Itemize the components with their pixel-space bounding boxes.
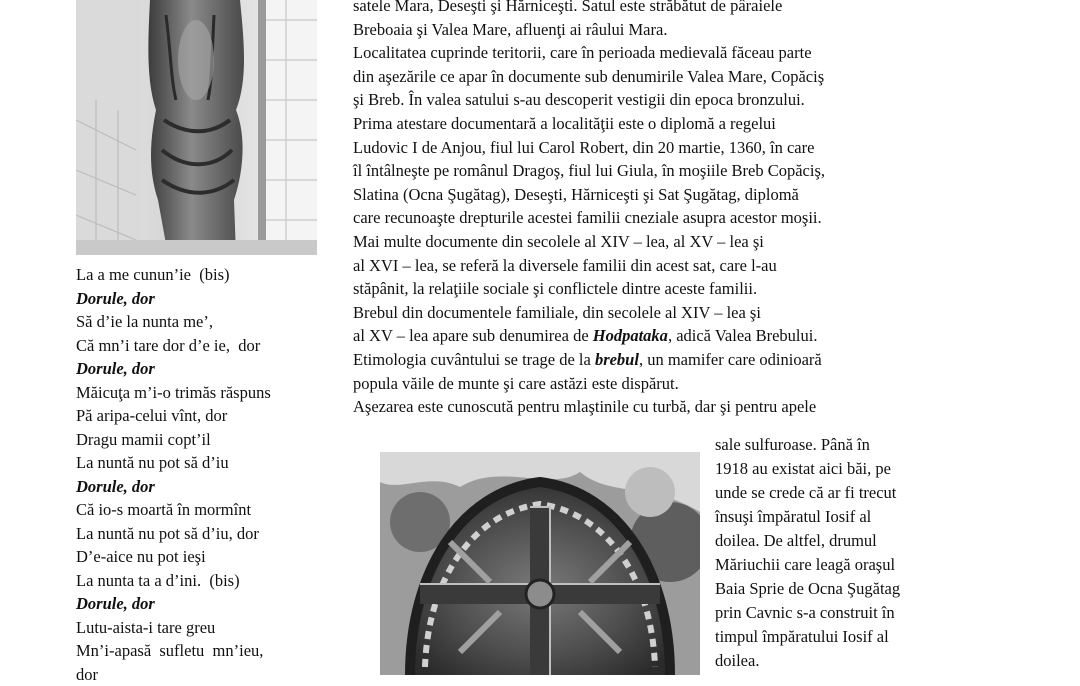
article-line: îl întâlneşte pe românul Dragoş, fiul lui Giula, în moşiile Breb Copăciş, [353,159,953,183]
lyric-refrain: Dorule, dor [76,357,346,381]
article-line: Aşezarea este cunoscută pentru mlaştinile cu turbă, dar şi pentru apele [353,395,953,419]
article-wrapped-text [715,433,955,673]
article-line: din aşezările ce apar în documente sub denumirile Valea Mare, Copăciş [353,65,953,89]
article-text: , adică Valea Brebului. [668,326,818,345]
article-line: Prima atestare documentară a localităţii este o diplomă a regelui [353,112,953,136]
lyric-line: Pă aripa-celui vînt, dor [76,404,346,428]
lyric-line: La a me cunun’ie (bis) [76,263,346,287]
article-line: Brebul din documentele familiale, din secolele al XIV – lea şi [353,301,953,325]
lyric-line: La nuntă nu pot să d’iu, dor [76,522,346,546]
article-line: popula văile de munte şi care astăzi este dispărut. [353,372,953,396]
article-line-brebul [353,348,953,372]
lyric-line: Dragu mamii copt’il [76,428,346,452]
article-line-hodpataka [353,324,953,348]
article-line: prin Cavnic s-a construit în [715,601,955,625]
article-line: care recunoaşte drepturile acestei familii cneziale asupra acestor moşii. [353,206,953,230]
lyric-line: Măicuţa m’i-o trimăs răspuns [76,381,346,405]
article-text: , un mamifer care odinioară [639,350,822,369]
lyric-line: Să d’ie la nunta me’, [76,310,346,334]
lyric-line: D’e-aice nu pot ieşi [76,545,346,569]
article-line: al XVI – lea, se referă la diversele familii din acest sat, care l-au [353,254,953,278]
lyric-line: La nunta ta a d’ini. (bis) [76,569,346,593]
lyric-refrain: Dorule, dor [76,287,346,311]
article-line: Breboaia şi Valea Mare, afluenţi ai râului Mara. [353,18,953,42]
article-line: doilea. [715,649,955,673]
article-line: Mai multe documente din secolele al XIV – lea, al XV – lea şi [353,230,953,254]
article-text: al XV – lea apare sub denumirea de [353,326,593,345]
article-line: Ludovic I de Anjou, fiul lui Carol Robert, din 20 martie, 1360, în care [353,136,953,160]
article-line: Slatina (Ocna Şugătag), Deseşti, Hărniceşti şi Sat Şugătag, diplomă [353,183,953,207]
article-line: unde se crede că ar fi trecut [715,481,955,505]
article-line: doilea. De altfel, drumul [715,529,955,553]
article-line: Localitatea cuprinde teritorii, care în perioada medievală făceau parte [353,41,953,65]
article-line: şi Breb. În valea satului s-au descoperit vestigii din epoca bronzului. [353,88,953,112]
lyric-refrain: Dorule, dor [76,475,346,499]
article-line: Măriuchii care leagă oraşul [715,553,955,577]
carved-gate-image [380,452,700,675]
sculpture-photo [76,0,317,255]
carved-gate-photo [380,452,700,675]
lyric-line: Mn’i-apasă sufletu mn’ieu, [76,639,346,663]
lyric-line: Lutu-aista-i tare greu [76,616,346,640]
article-line: 1918 au existat aici băi, pe [715,457,955,481]
article-line: timpul împăratului Iosif al [715,625,955,649]
sculpture-image [76,0,317,255]
song-lyrics [76,263,346,686]
article-line: Baia Sprie de Ocna Şugătag [715,577,955,601]
lyric-line: Că io-s moartă în mormînt [76,498,346,522]
article-line: sale sulfuroase. Până în [715,433,955,457]
article-line: însuşi împăratul Iosif al [715,505,955,529]
emphasis-brebul: brebul [595,350,639,369]
article-line: satele Mara, Deseşti şi Hărniceşti. Satul este străbătut de pâraiele [353,0,953,18]
article-line: stăpânit, la relaţiile sociale şi conflictele dintre aceste familii. [353,277,953,301]
lyric-line: dor [76,663,346,686]
article-body [353,0,953,419]
lyric-line: Că mn’i tare dor d’e ie, dor [76,334,346,358]
lyric-refrain: Dorule, dor [76,592,346,616]
emphasis-hodpataka: Hodpataka [593,326,668,345]
article-text: Etimologia cuvântului se trage de la [353,350,595,369]
lyric-line: La nuntă nu pot să d’iu [76,451,346,475]
